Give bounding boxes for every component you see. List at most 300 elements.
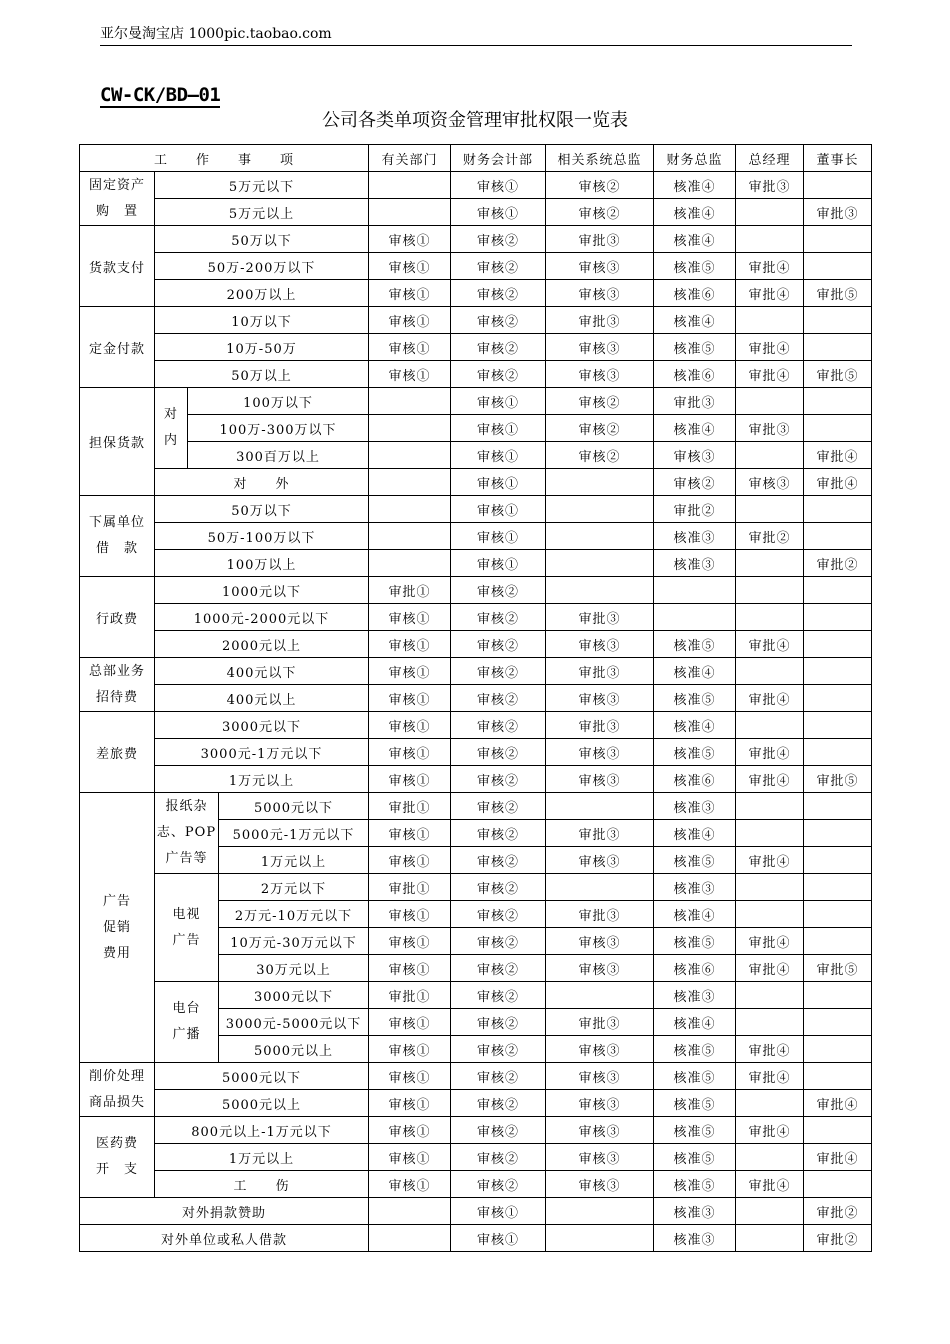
approval-cell: 审核① <box>369 1117 451 1144</box>
approval-cell <box>369 550 451 577</box>
table-row <box>80 631 872 658</box>
item-range: 10万元-30万元以下 <box>219 928 369 955</box>
approval-cell <box>369 199 451 226</box>
approval-cell <box>736 388 804 415</box>
column-header: 财务会计部 <box>451 145 546 172</box>
approval-cell <box>736 1198 804 1225</box>
approval-cell: 审核② <box>546 172 654 199</box>
page-title: 公司各类单项资金管理审批权限一览表 <box>322 110 628 131</box>
item-range: 5000元以上 <box>155 1090 369 1117</box>
approval-cell <box>546 496 654 523</box>
approval-cell <box>804 388 872 415</box>
row-category: 总部业务 招待费 <box>80 658 155 712</box>
item-range: 50万-100万以下 <box>155 523 369 550</box>
approval-cell: 审核② <box>451 1117 546 1144</box>
approval-cell <box>736 1144 804 1171</box>
approval-cell: 审核① <box>369 1036 451 1063</box>
approval-cell: 审核③ <box>736 469 804 496</box>
approval-cell <box>804 523 872 550</box>
page-header: 亚尔曼淘宝店 1000pic.taobao.com <box>100 24 852 46</box>
approval-cell: 审核③ <box>546 1144 654 1171</box>
approval-cell: 审核① <box>451 550 546 577</box>
approval-cell <box>546 1225 654 1252</box>
approval-cell: 审核① <box>369 685 451 712</box>
approval-cell: 核准⑥ <box>654 766 736 793</box>
item-range: 100万以下 <box>188 388 369 415</box>
approval-cell <box>369 1225 451 1252</box>
table-row <box>80 739 872 766</box>
table-row <box>80 469 872 496</box>
approval-cell: 审核② <box>546 199 654 226</box>
item-range: 50万以上 <box>155 361 369 388</box>
approval-cell: 审核③ <box>546 1036 654 1063</box>
item-range: 10万-50万 <box>155 334 369 361</box>
approval-cell <box>369 469 451 496</box>
table-row <box>80 1090 872 1117</box>
approval-cell <box>736 820 804 847</box>
approval-cell: 审核① <box>451 496 546 523</box>
approval-cell <box>736 901 804 928</box>
table-row <box>80 307 872 334</box>
approval-cell: 审批④ <box>736 280 804 307</box>
approval-cell: 审核③ <box>654 442 736 469</box>
approval-cell: 审核③ <box>546 280 654 307</box>
approval-cell: 审核② <box>451 307 546 334</box>
table-row <box>80 550 872 577</box>
approval-cell <box>804 658 872 685</box>
approval-cell: 审核① <box>369 307 451 334</box>
approval-cell: 审核② <box>451 631 546 658</box>
approval-cell: 审批③ <box>804 199 872 226</box>
item-range: 5万元以下 <box>155 172 369 199</box>
approval-cell: 审批⑤ <box>804 955 872 982</box>
approval-cell <box>369 1198 451 1225</box>
approval-cell: 审批① <box>369 577 451 604</box>
approval-cell: 核准⑥ <box>654 361 736 388</box>
approval-cell: 审批⑤ <box>804 766 872 793</box>
approval-cell: 审核② <box>451 577 546 604</box>
approval-cell: 审批③ <box>546 658 654 685</box>
item-range: 400元以上 <box>155 685 369 712</box>
approval-cell: 审批① <box>369 982 451 1009</box>
approval-cell: 审核③ <box>546 1117 654 1144</box>
approval-cell: 审核③ <box>546 253 654 280</box>
item-range: 对 外 <box>155 469 369 496</box>
approval-cell: 审核③ <box>546 631 654 658</box>
approval-cell: 核准③ <box>654 982 736 1009</box>
approval-cell: 核准③ <box>654 523 736 550</box>
approval-cell <box>369 496 451 523</box>
approval-cell: 审批③ <box>546 307 654 334</box>
item-range: 800元以上-1万元以下 <box>155 1117 369 1144</box>
item-range: 50万-200万以下 <box>155 253 369 280</box>
table-row <box>80 334 872 361</box>
approval-cell: 审核① <box>369 1090 451 1117</box>
item-range: 2万元以下 <box>219 874 369 901</box>
approval-cell <box>546 793 654 820</box>
approval-cell: 核准④ <box>654 199 736 226</box>
approval-cell: 核准⑤ <box>654 334 736 361</box>
approval-cell <box>804 820 872 847</box>
approval-cell: 审核③ <box>546 685 654 712</box>
approval-cell: 核准⑤ <box>654 1090 736 1117</box>
column-header: 董事长 <box>804 145 872 172</box>
approval-cell: 审核① <box>369 901 451 928</box>
item-range: 200万以上 <box>155 280 369 307</box>
approval-cell <box>546 550 654 577</box>
approval-cell <box>736 1225 804 1252</box>
approval-cell: 审核② <box>451 334 546 361</box>
approval-cell: 审批③ <box>546 901 654 928</box>
approval-cell: 审核③ <box>546 1090 654 1117</box>
approval-cell: 核准④ <box>654 820 736 847</box>
approval-cell: 审核① <box>369 226 451 253</box>
approval-cell <box>654 604 736 631</box>
approval-cell: 审核③ <box>546 1171 654 1198</box>
row-category: 医药费 开 支 <box>80 1117 155 1198</box>
approval-cell: 审核② <box>451 1090 546 1117</box>
approval-cell <box>736 226 804 253</box>
approval-cell: 审核② <box>451 928 546 955</box>
approval-cell: 审核② <box>546 388 654 415</box>
document-code: CW-CK/BD—01 <box>100 84 221 106</box>
table-row <box>80 1225 872 1252</box>
approval-cell: 审批② <box>736 523 804 550</box>
approval-cell: 核准⑤ <box>654 1171 736 1198</box>
table-row <box>80 496 872 523</box>
item-range: 1万元以上 <box>155 766 369 793</box>
approval-cell: 审核① <box>451 199 546 226</box>
table-row <box>80 226 872 253</box>
approval-cell <box>369 415 451 442</box>
approval-cell: 核准⑤ <box>654 253 736 280</box>
approval-cell: 审核① <box>369 712 451 739</box>
approval-cell: 核准⑤ <box>654 847 736 874</box>
column-header: 总经理 <box>736 145 804 172</box>
approval-cell: 审批④ <box>736 1036 804 1063</box>
approval-cell: 审核② <box>451 901 546 928</box>
approval-cell: 审批④ <box>736 334 804 361</box>
approval-cell: 审批④ <box>736 739 804 766</box>
approval-cell: 核准⑤ <box>654 928 736 955</box>
approval-cell: 审核① <box>369 847 451 874</box>
approval-cell: 审核② <box>451 253 546 280</box>
approval-cell: 审核① <box>369 253 451 280</box>
item-range: 5000元-1万元以下 <box>219 820 369 847</box>
approval-cell: 审批④ <box>736 847 804 874</box>
approval-cell: 审批③ <box>546 604 654 631</box>
approval-cell: 审批④ <box>736 1171 804 1198</box>
approval-cell: 审核① <box>369 766 451 793</box>
approval-cell: 审核② <box>451 1144 546 1171</box>
approval-cell: 审批④ <box>736 928 804 955</box>
approval-cell: 审核② <box>451 1009 546 1036</box>
approval-cell: 审核① <box>369 1009 451 1036</box>
approval-cell: 审核① <box>451 415 546 442</box>
approval-cell: 审批③ <box>546 1009 654 1036</box>
approval-cell <box>736 712 804 739</box>
approval-cell <box>736 550 804 577</box>
column-header: 有关部门 <box>369 145 451 172</box>
column-header: 财务总监 <box>654 145 736 172</box>
approval-cell <box>546 874 654 901</box>
approval-cell: 审批① <box>369 793 451 820</box>
approval-cell: 核准④ <box>654 226 736 253</box>
approval-cell <box>804 739 872 766</box>
table-row <box>80 982 872 1009</box>
table-row <box>80 766 872 793</box>
approval-cell: 核准⑤ <box>654 631 736 658</box>
item-range: 100万以上 <box>155 550 369 577</box>
item-range: 3000元-5000元以下 <box>219 1009 369 1036</box>
table-row <box>80 523 872 550</box>
approval-cell <box>736 793 804 820</box>
approval-cell: 审批④ <box>804 442 872 469</box>
approval-cell <box>546 982 654 1009</box>
approval-cell: 审批④ <box>736 955 804 982</box>
approval-cell: 核准⑥ <box>654 280 736 307</box>
approval-cell <box>804 901 872 928</box>
approval-cell: 审核② <box>451 766 546 793</box>
table-row <box>80 658 872 685</box>
approval-cell: 审批④ <box>736 685 804 712</box>
approval-cell: 审批④ <box>736 1117 804 1144</box>
approval-cell <box>654 577 736 604</box>
approval-cell: 审批③ <box>736 415 804 442</box>
table-row <box>80 280 872 307</box>
table-row <box>80 604 872 631</box>
approval-cell <box>736 199 804 226</box>
approval-cell: 审核① <box>451 1198 546 1225</box>
approval-cell: 核准④ <box>654 172 736 199</box>
approval-cell <box>804 631 872 658</box>
approval-cell <box>369 388 451 415</box>
row-subcategory: 对 内 <box>155 388 188 469</box>
item-range: 1000元-2000元以下 <box>155 604 369 631</box>
approval-cell: 审核② <box>451 793 546 820</box>
approval-cell: 核准③ <box>654 874 736 901</box>
approval-cell: 审核② <box>451 1063 546 1090</box>
approval-cell: 审核② <box>451 820 546 847</box>
row-subcategory: 电台 广播 <box>155 982 219 1063</box>
approval-cell: 审核① <box>369 739 451 766</box>
approval-cell <box>546 577 654 604</box>
item-range: 1000元以下 <box>155 577 369 604</box>
row-category: 担保货款 <box>80 388 155 496</box>
item-range: 50万以下 <box>155 226 369 253</box>
row-category: 行政费 <box>80 577 155 658</box>
table-row <box>80 1144 872 1171</box>
table-row <box>80 442 872 469</box>
approval-cell: 审核② <box>451 739 546 766</box>
item-range: 5000元以下 <box>219 793 369 820</box>
approval-cell: 审核② <box>451 658 546 685</box>
approval-cell <box>804 226 872 253</box>
approval-cell: 核准⑤ <box>654 1117 736 1144</box>
item-range: 5000元以下 <box>155 1063 369 1090</box>
approval-cell: 审批④ <box>804 469 872 496</box>
approval-cell: 审批③ <box>654 388 736 415</box>
approval-cell: 审核③ <box>546 766 654 793</box>
item-range: 2000元以上 <box>155 631 369 658</box>
table-row <box>80 172 872 199</box>
approval-cell <box>804 577 872 604</box>
approval-cell: 核准③ <box>654 550 736 577</box>
approval-cell: 审批④ <box>736 766 804 793</box>
table-row <box>80 1117 872 1144</box>
approval-cell <box>736 442 804 469</box>
row-subcategory: 电视 广告 <box>155 874 219 982</box>
approval-cell: 审核① <box>369 955 451 982</box>
approval-cell: 审核② <box>451 685 546 712</box>
table-row <box>80 685 872 712</box>
approval-cell <box>369 172 451 199</box>
table-row <box>80 1063 872 1090</box>
table-header-row <box>80 145 872 172</box>
approval-cell: 审批① <box>369 874 451 901</box>
approval-cell: 审核② <box>451 1171 546 1198</box>
approval-cell: 审核① <box>369 604 451 631</box>
approval-cell: 审核③ <box>546 928 654 955</box>
row-category: 固定资产 购 置 <box>80 172 155 226</box>
approval-cell: 核准③ <box>654 1225 736 1252</box>
approval-cell: 审核① <box>369 658 451 685</box>
row-category: 削价处理 商品损失 <box>80 1063 155 1117</box>
item-range: 工 伤 <box>155 1171 369 1198</box>
approval-cell: 审批③ <box>736 172 804 199</box>
approval-cell: 审核① <box>451 172 546 199</box>
approval-cell <box>804 685 872 712</box>
approval-cell: 审核③ <box>546 739 654 766</box>
approval-cell: 审核① <box>369 280 451 307</box>
approval-cell <box>804 793 872 820</box>
row-category: 下属单位 借 款 <box>80 496 155 577</box>
approval-cell: 审核② <box>654 469 736 496</box>
approval-cell: 审核① <box>369 820 451 847</box>
approval-cell: 审核② <box>451 361 546 388</box>
approval-cell: 核准⑤ <box>654 685 736 712</box>
row-category: 差旅费 <box>80 712 155 793</box>
approval-cell: 审核② <box>451 280 546 307</box>
approval-cell <box>736 874 804 901</box>
approval-cell: 审核③ <box>546 1063 654 1090</box>
approval-cell <box>804 334 872 361</box>
row-category: 对外单位或私人借款 <box>80 1225 369 1252</box>
approval-cell <box>804 172 872 199</box>
item-range: 3000元-1万元以下 <box>155 739 369 766</box>
item-range: 10万以下 <box>155 307 369 334</box>
approval-cell: 核准⑤ <box>654 1144 736 1171</box>
table-row <box>80 793 872 820</box>
approval-cell: 审核③ <box>546 847 654 874</box>
approval-table <box>79 144 871 1252</box>
approval-cell <box>804 1036 872 1063</box>
approval-cell <box>804 1063 872 1090</box>
item-range: 400元以下 <box>155 658 369 685</box>
approval-cell: 核准④ <box>654 1009 736 1036</box>
approval-cell: 核准⑤ <box>654 1036 736 1063</box>
approval-cell: 审核② <box>451 982 546 1009</box>
approval-cell: 审批④ <box>804 1144 872 1171</box>
approval-cell: 审核③ <box>546 361 654 388</box>
approval-cell: 审批④ <box>804 1090 872 1117</box>
approval-cell: 审核① <box>451 388 546 415</box>
approval-cell: 审核① <box>451 469 546 496</box>
table-row <box>80 1198 872 1225</box>
approval-cell: 审核② <box>451 847 546 874</box>
approval-cell: 核准④ <box>654 658 736 685</box>
approval-cell <box>736 658 804 685</box>
approval-cell: 核准④ <box>654 307 736 334</box>
approval-cell <box>804 253 872 280</box>
approval-cell: 审批⑤ <box>804 361 872 388</box>
approval-cell <box>804 874 872 901</box>
approval-cell: 审核① <box>451 1225 546 1252</box>
approval-cell <box>736 1090 804 1117</box>
column-header: 工 作 事 项 <box>80 145 369 172</box>
approval-cell: 核准④ <box>654 901 736 928</box>
row-category: 对外捐款赞助 <box>80 1198 369 1225</box>
item-range: 100万-300万以下 <box>188 415 369 442</box>
approval-cell <box>804 604 872 631</box>
item-range: 1万元以上 <box>155 1144 369 1171</box>
approval-cell <box>736 577 804 604</box>
table-row <box>80 874 872 901</box>
row-category: 定金付款 <box>80 307 155 388</box>
approval-cell: 审核① <box>369 1063 451 1090</box>
approval-cell <box>804 982 872 1009</box>
approval-cell <box>736 307 804 334</box>
approval-cell <box>804 415 872 442</box>
item-range: 30万元以上 <box>219 955 369 982</box>
approval-cell: 审核② <box>546 415 654 442</box>
column-header: 相关系统总监 <box>546 145 654 172</box>
item-range: 5万元以上 <box>155 199 369 226</box>
approval-cell: 审核② <box>451 226 546 253</box>
approval-cell: 核准③ <box>654 1198 736 1225</box>
approval-cell <box>804 712 872 739</box>
approval-cell: 审批③ <box>546 820 654 847</box>
table-row <box>80 199 872 226</box>
approval-cell: 审批④ <box>736 1063 804 1090</box>
approval-cell: 审核② <box>451 955 546 982</box>
approval-cell: 审核① <box>369 1171 451 1198</box>
table-row <box>80 712 872 739</box>
approval-cell: 核准⑤ <box>654 739 736 766</box>
approval-cell: 审核① <box>369 361 451 388</box>
table-row <box>80 388 872 415</box>
approval-cell <box>804 1117 872 1144</box>
approval-cell <box>804 1171 872 1198</box>
approval-cell: 审核① <box>369 334 451 361</box>
approval-cell: 审核② <box>451 712 546 739</box>
approval-cell <box>546 1198 654 1225</box>
row-category: 货款支付 <box>80 226 155 307</box>
approval-cell <box>546 469 654 496</box>
table-row <box>80 361 872 388</box>
approval-cell: 审核② <box>451 1036 546 1063</box>
table-row <box>80 1171 872 1198</box>
approval-cell <box>369 523 451 550</box>
approval-cell: 审核② <box>451 604 546 631</box>
item-range: 2万元-10万元以下 <box>219 901 369 928</box>
item-range: 3000元以下 <box>219 982 369 1009</box>
item-range: 5000元以上 <box>219 1036 369 1063</box>
approval-cell: 审核③ <box>546 334 654 361</box>
approval-cell: 核准⑤ <box>654 1063 736 1090</box>
approval-cell: 核准⑥ <box>654 955 736 982</box>
item-range: 3000元以下 <box>155 712 369 739</box>
